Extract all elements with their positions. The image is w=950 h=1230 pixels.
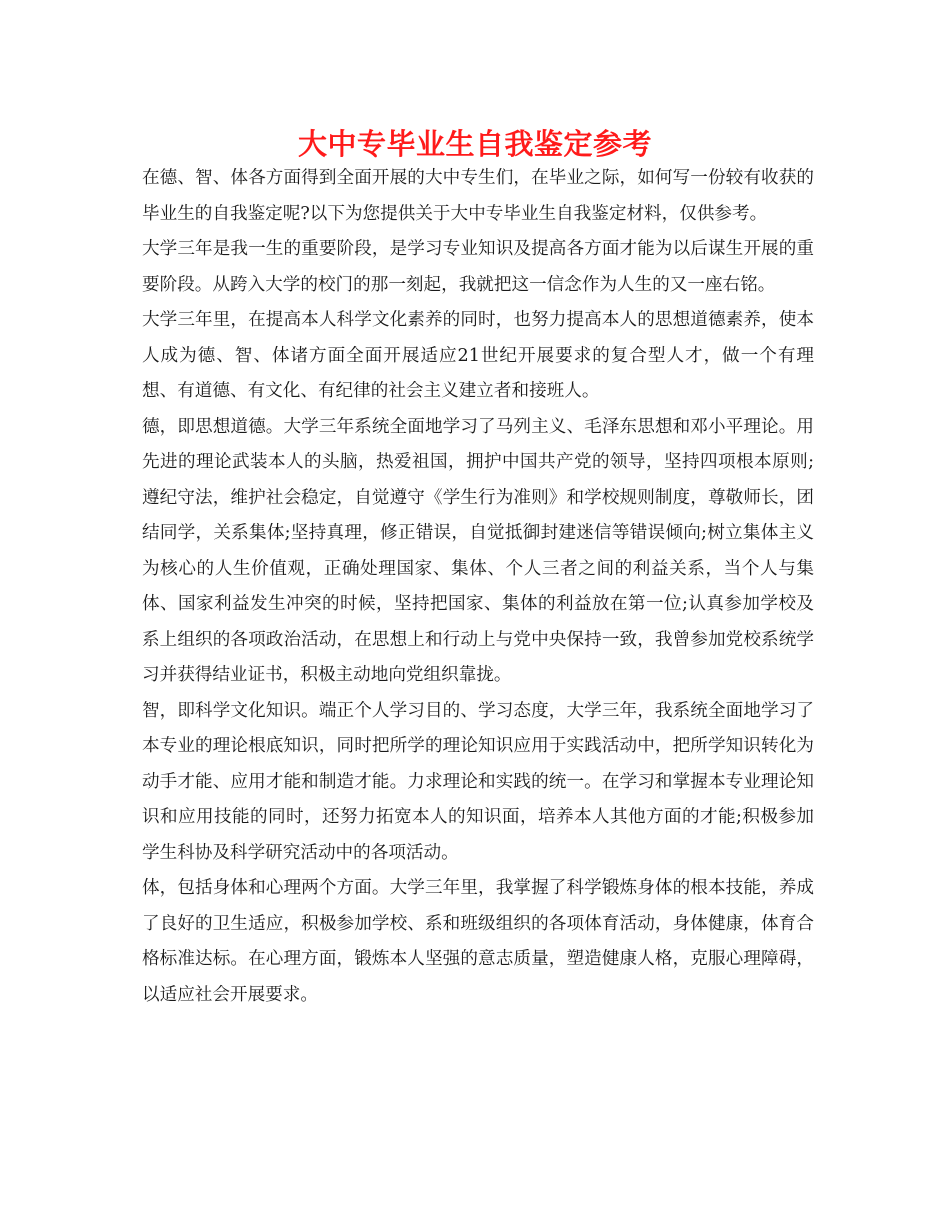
paragraph-morality: 德，即思想道德。大学三年系统全面地学习了马列主义、毛泽东思想和邓小平理论。用先进的理论武装本人的头脑，热爱祖国，拥护中国共产党的领导，坚持四项根本原则;遵纪守法，维护社会稳定，自觉遵守《学生行为准则》和学校规则制度，尊敬师长，团结同学，关系集体;坚持真理，修正错误，自觉抵御封建迷信等错误倾向;树立集体主义为核心的人生价值观，正确处理国家、集体、个人三者之间的利益关系，当个人与集体、国家利益发生冲突的时候，坚持把国家、集体的利益放在第一位;认真参加学校及系上组织的各项政治活动，在思想上和行动上与党中央保持一致，我曾参加党校系统学习并获得结业证书，积极主动地向党组织靠拢。	[142, 416, 814, 685]
paragraph-intro: 在德、智、体各方面得到全面开展的大中专生们，在毕业之际，如何写一份较有收获的毕业生的自我鉴定呢?以下为您提供关于大中专毕业生自我鉴定材料，仅供参考。	[142, 168, 814, 224]
paragraph-physical: 体，包括身体和心理两个方面。大学三年里，我掌握了科学锻炼身体的根本技能，养成了良好的卫生适应，积极参加学校、系和班级组织的各项体育活动，身体健康，体育合格标准达标。在心理方面，锻炼本人坚强的意志质量，塑造健康人格，克服心理障碍，以适应社会开展要求。	[142, 878, 814, 1005]
paragraph-importance: 大学三年是我一生的重要阶段，是学习专业知识及提高各方面才能为以后谋生开展的重要阶段。从跨入大学的校门的那一刻起，我就把这一信念作为人生的又一座右铭。	[142, 239, 814, 295]
document-title: 大中专毕业生自我鉴定参考	[297, 127, 652, 161]
paragraph-overview: 大学三年里，在提高本人科学文化素养的同时，也努力提高本人的思想道德素养，使本人成为德、智、体诸方面全面开展适应21世纪开展要求的复合型人才，做一个有理想、有道德、有文化、有纪律的社会主义建立者和接班人。	[142, 310, 814, 401]
paragraph-knowledge: 智，即科学文化知识。端正个人学习目的、学习态度，大学三年，我系统全面地学习了本专业的理论根底知识，同时把所学的理论知识应用于实践活动中，把所学知识转化为动手才能、应用才能和制造才能。力求理论和实践的统一。在学习和掌握本专业理论知识和应用技能的同时，还努力拓宽本人的知识面，培养本人其他方面的才能;积极参加学生科协及科学研究活动中的各项活动。	[142, 700, 814, 863]
document-body	[142, 161, 814, 1013]
